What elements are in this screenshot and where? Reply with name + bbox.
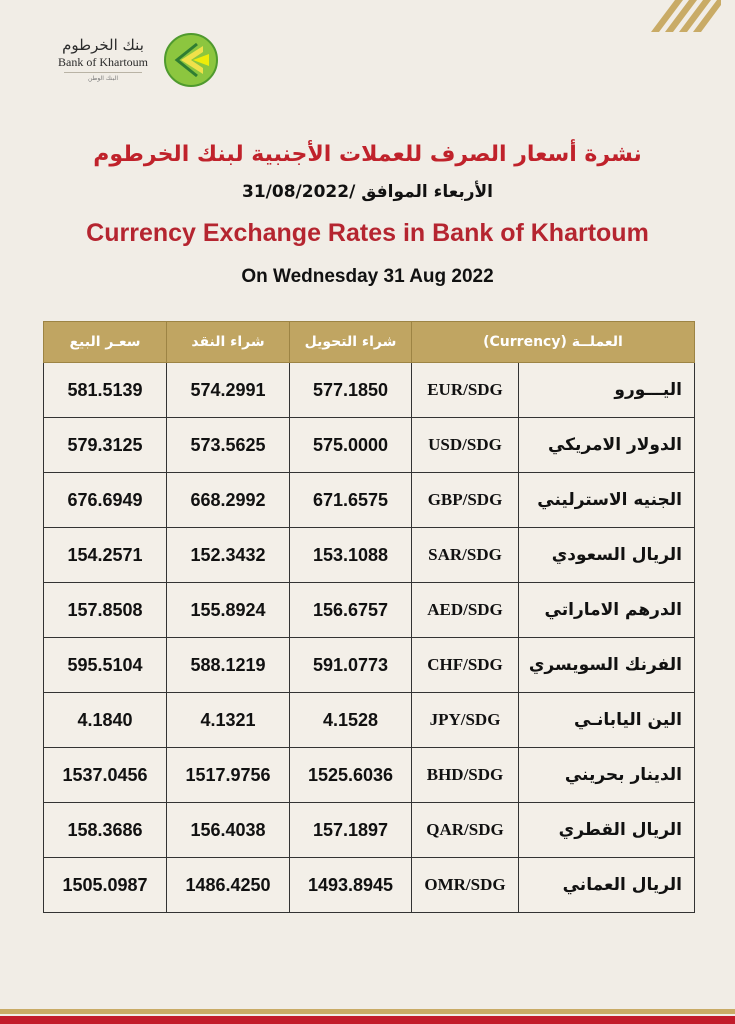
transfer-buy-rate-cell: 591.0773 — [290, 638, 412, 693]
sell-rate-cell: 1537.0456 — [44, 748, 167, 803]
currency-code: USD/SDG — [412, 418, 519, 472]
currency-name: الريال القطري — [558, 820, 682, 840]
sell-rate-cell: 1505.0987 — [44, 858, 167, 913]
currency-code-cell — [412, 803, 695, 858]
table-row — [44, 528, 695, 583]
cash-buy-rate-cell: 155.8924 — [167, 583, 290, 638]
currency-code-cell — [412, 418, 695, 473]
transfer-buy-rate-cell: 4.1528 — [290, 693, 412, 748]
currency-code-cell — [412, 748, 695, 803]
currency-name: الين اليابانـي — [573, 710, 682, 730]
cash-buy-rate-cell: 1517.9756 — [167, 748, 290, 803]
currency-name: الفرنك السويسري — [528, 655, 682, 675]
table-row — [44, 803, 695, 858]
page-title-english: Currency Exchange Rates in Bank of Khartoum — [86, 219, 649, 247]
cash-buy-rate-cell: 156.4038 — [167, 803, 290, 858]
logo-english-name: Bank of Khartoum — [58, 55, 148, 69]
sell-rate-cell: 595.5104 — [44, 638, 167, 693]
table-row — [44, 858, 695, 913]
sell-rate-cell: 676.6949 — [44, 473, 167, 528]
transfer-buy-rate-cell: 1493.8945 — [290, 858, 412, 913]
currency-code: AED/SDG — [412, 583, 519, 637]
cash-buy-rate-cell: 588.1219 — [167, 638, 290, 693]
currency-name: اليـــورو — [614, 380, 682, 400]
table-header-row — [44, 322, 695, 363]
logo-text — [50, 36, 156, 84]
currency-name: الريال العماني — [562, 875, 682, 895]
table-row — [44, 583, 695, 638]
currency-code-cell — [412, 363, 695, 418]
transfer-buy-rate-cell: 153.1088 — [290, 528, 412, 583]
currency-code: QAR/SDG — [412, 803, 519, 857]
currency-code: CHF/SDG — [412, 638, 519, 692]
column-header-sell: سعـر البيع — [44, 322, 167, 363]
sell-rate-cell: 581.5139 — [44, 363, 167, 418]
table-row — [44, 693, 695, 748]
footer-red-line — [0, 1016, 735, 1024]
table-row — [44, 748, 695, 803]
page-title-arabic: نشرة أسعار الصرف للعملات الأجنبية لبنك الخرطوم — [93, 142, 642, 167]
table-body — [44, 363, 695, 913]
currency-code-cell — [412, 638, 695, 693]
exchange-rates-table — [43, 321, 695, 913]
currency-code: SAR/SDG — [412, 528, 519, 582]
currency-code: EUR/SDG — [412, 363, 519, 417]
table-row — [44, 638, 695, 693]
cash-buy-rate-cell: 668.2992 — [167, 473, 290, 528]
currency-name: الدينار بحريني — [564, 765, 682, 785]
currency-code-cell — [412, 693, 695, 748]
currency-name: الريال السعودي — [551, 545, 682, 565]
column-header-transfer-buy: شراء التحويل — [290, 322, 412, 363]
currency-code-cell — [412, 473, 695, 528]
table-row — [44, 363, 695, 418]
table-row — [44, 418, 695, 473]
currency-code-cell — [412, 858, 695, 913]
cash-buy-rate-cell: 152.3432 — [167, 528, 290, 583]
currency-code: JPY/SDG — [412, 693, 519, 747]
cash-buy-rate-cell: 573.5625 — [167, 418, 290, 473]
bank-emblem-icon — [163, 32, 219, 88]
logo-arabic-name: بنك الخرطوم — [62, 36, 144, 54]
currency-name: الدولار الامريكي — [547, 435, 682, 455]
currency-name: الدرهم الاماراتي — [544, 600, 682, 620]
cash-buy-rate-cell: 1486.4250 — [167, 858, 290, 913]
date-arabic: الأربعاء الموافق /31/08/2022 — [242, 182, 493, 202]
table-row — [44, 473, 695, 528]
cash-buy-rate-cell: 4.1321 — [167, 693, 290, 748]
transfer-buy-rate-cell: 157.1897 — [290, 803, 412, 858]
currency-code: GBP/SDG — [412, 473, 519, 527]
decorative-stripes — [621, 0, 721, 32]
transfer-buy-rate-cell: 156.6757 — [290, 583, 412, 638]
bank-logo — [50, 32, 220, 90]
sell-rate-cell: 158.3686 — [44, 803, 167, 858]
footer-bar — [0, 1006, 735, 1024]
transfer-buy-rate-cell: 577.1850 — [290, 363, 412, 418]
sell-rate-cell: 154.2571 — [44, 528, 167, 583]
column-header-currency: العملــة (Currency) — [412, 322, 695, 363]
transfer-buy-rate-cell: 1525.6036 — [290, 748, 412, 803]
currency-code: OMR/SDG — [412, 858, 519, 912]
date-english: On Wednesday 31 Aug 2022 — [241, 266, 494, 287]
currency-code-cell — [412, 528, 695, 583]
transfer-buy-rate-cell: 575.0000 — [290, 418, 412, 473]
currency-code: BHD/SDG — [412, 748, 519, 802]
column-header-cash-buy: شراء النقد — [167, 322, 290, 363]
sell-rate-cell: 157.8508 — [44, 583, 167, 638]
sell-rate-cell: 4.1840 — [44, 693, 167, 748]
currency-name: الجنيه الاسترليني — [537, 490, 682, 510]
currency-code-cell — [412, 583, 695, 638]
logo-tagline: البنك الوطن — [64, 72, 142, 84]
cash-buy-rate-cell: 574.2991 — [167, 363, 290, 418]
transfer-buy-rate-cell: 671.6575 — [290, 473, 412, 528]
sell-rate-cell: 579.3125 — [44, 418, 167, 473]
